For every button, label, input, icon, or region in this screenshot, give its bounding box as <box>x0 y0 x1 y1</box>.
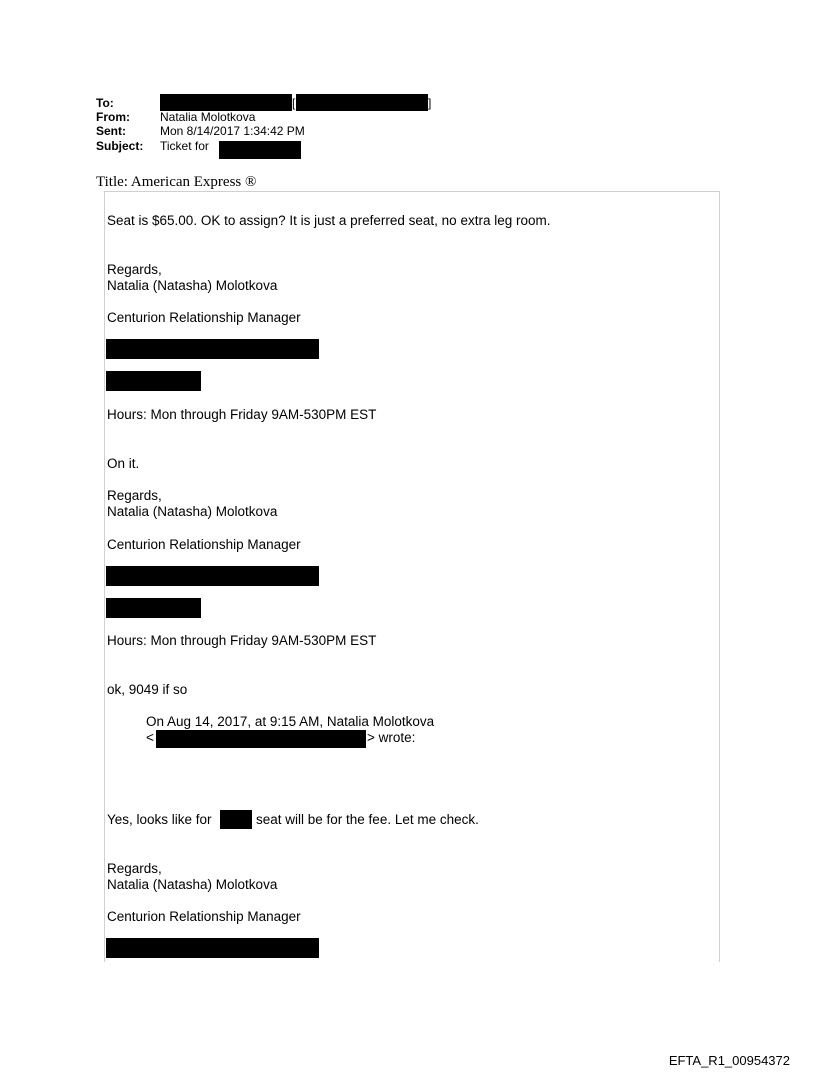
message-4-body-end: seat will be for the fee. Let me check. <box>256 812 479 827</box>
signature-1-name: Natalia (Natasha) Molotkova <box>107 278 278 293</box>
redacted-signature-3-contact <box>106 938 319 958</box>
signature-1-regards: Regards, <box>107 262 162 277</box>
signature-3-regards: Regards, <box>107 861 162 876</box>
message-2-body: On it. <box>107 456 140 471</box>
signature-2-role: Centurion Relationship Manager <box>107 537 301 552</box>
redacted-subject <box>219 141 301 159</box>
redacted-signature-2-contact <box>106 566 319 586</box>
redacted-signature-2-phone <box>106 598 201 618</box>
from-value: Natalia Molotkova <box>160 110 256 124</box>
signature-2-name: Natalia (Natasha) Molotkova <box>107 504 278 519</box>
quote-wrote: > wrote: <box>367 730 416 745</box>
redacted-signature-1-contact <box>106 339 319 359</box>
redacted-recipient-name <box>160 94 292 111</box>
from-label: From: <box>96 110 130 124</box>
message-4-body-start: Yes, looks like for <box>107 812 212 827</box>
signature-3-name: Natalia (Natasha) Molotkova <box>107 877 278 892</box>
message-1-body: Seat is $65.00. OK to assign? It is just a preferred seat, no extra leg room. <box>107 213 551 228</box>
signature-1-role: Centurion Relationship Manager <box>107 310 301 325</box>
to-close-bracket: ] <box>428 96 432 110</box>
document-title: Title: American Express ® <box>96 174 257 190</box>
sent-value: Mon 8/14/2017 1:34:42 PM <box>160 124 305 138</box>
subject-value: Ticket for <box>160 139 209 153</box>
document-id: EFTA_R1_00954372 <box>668 1053 790 1068</box>
to-open-bracket: [ <box>292 96 296 110</box>
message-3-body: ok, 9049 if so <box>107 682 188 697</box>
quote-lt: < <box>146 730 154 745</box>
redacted-quote-email <box>156 730 366 748</box>
quote-attribution-line: On Aug 14, 2017, at 9:15 AM, Natalia Molotkova <box>146 714 435 729</box>
signature-2-regards: Regards, <box>107 488 162 503</box>
redacted-passenger-name <box>220 810 252 829</box>
to-label: To: <box>96 96 114 110</box>
redacted-signature-1-phone <box>106 371 201 391</box>
subject-label: Subject: <box>96 139 144 153</box>
redacted-recipient-email <box>296 94 428 111</box>
signature-2-hours: Hours: Mon through Friday 9AM-530PM EST <box>107 633 377 648</box>
sent-label: Sent: <box>96 124 126 138</box>
signature-1-hours: Hours: Mon through Friday 9AM-530PM EST <box>107 407 377 422</box>
signature-3-role: Centurion Relationship Manager <box>107 909 301 924</box>
